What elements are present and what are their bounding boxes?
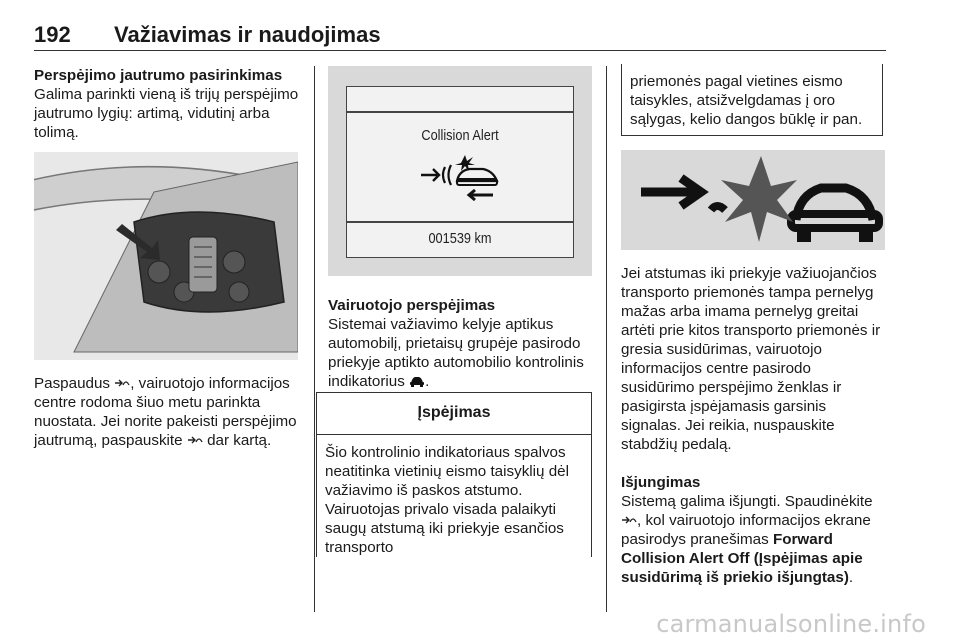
column-3-text (621, 264, 887, 587)
switch-off-message: Forward Collision Alert Off (Įspėjimas apie susidūrimą iš priekio išjungtas) (621, 531, 863, 586)
warning-body: Šio kontrolinio indikatoriaus spalvos neatitinka vietinių eismo taisyklių dėl važiavimo iš paskos atstumo. Vairuotojas privalo visada palaikyti saugų atstumą iki priekyje esančios transporto (325, 444, 569, 556)
column-divider-2 (606, 66, 607, 612)
instr-mid: , vairuotojo informacijos centre rodoma šiuo metu parinkta nuostata. Jei norite pakeisti perspėjimo jautrumą, paspauskite (34, 375, 297, 449)
collision-illustration (621, 150, 885, 250)
column-divider-1 (314, 66, 315, 612)
collision-alert-icon (417, 153, 507, 203)
instr-end: dar kartą. (207, 432, 272, 449)
display-top-bar (347, 111, 573, 113)
column-1-lower (34, 374, 300, 450)
driver-alert-body: Sistemai važiavimo kelyje aptikus automobilį, prietaisų grupėje pasirodo priekyje aptikto automobilio kontrolinis indikatorius . (328, 316, 584, 390)
warning-box-continued (621, 64, 883, 136)
switch-off-body (621, 492, 887, 587)
switch-off-end: . (848, 569, 854, 586)
collision-alert-button-icon (187, 434, 203, 446)
display-screen (346, 86, 574, 258)
warning-continued-text: priemonės pagal vietines eismo taisykles, atsižvelgdamas į oro sąlygas, kelio dangos būklę ir pan. (630, 73, 863, 128)
driver-alert-heading: Vairuotojo perspėjimas (328, 297, 496, 314)
sensitivity-intro: Galima parinkti vieną iš trijų perspėjimo jautrumo lygių: artimą, vidutinį arba tolimą. (34, 86, 299, 141)
sensitivity-instructions (34, 374, 300, 450)
collision-alert-display-image (328, 66, 592, 276)
warning-title: Įspėjimas (317, 393, 591, 435)
warning-box (316, 392, 592, 557)
switch-off-text-a: Sistemą galima išjungti. Spaudinėkite (621, 493, 873, 510)
sensitivity-heading: Perspėjimo jautrumo pasirinkimas (34, 67, 283, 84)
chapter-title: Važiavimas ir naudojimas (114, 22, 381, 47)
collision-alert-button-icon (621, 514, 637, 526)
vehicle-ahead-indicator-icon (409, 375, 425, 387)
column-1 (34, 66, 300, 142)
display-bottom-bar (347, 221, 573, 223)
odometer-reading: 001539 km (428, 230, 492, 247)
driver-alert-text: Sistemai važiavimo kelyje aptikus automobilį, prietaisų grupėje pasirodo priekyje aptikto automobilio kontrolinis indikatorius (328, 316, 584, 390)
display-title: Collision Alert (421, 127, 499, 144)
column-2-text (328, 296, 594, 391)
switch-off-heading: Išjungimas (621, 474, 701, 491)
steering-wheel-image (34, 152, 298, 360)
collision-warning-icon (621, 150, 885, 250)
page-number: 192 (34, 22, 71, 47)
distance-warning-text: Jei atstumas iki priekyje važiuojančios transporto priemonės tampa pernelyg mažas arba imama pernelyg greitai artėti prie kitos transporto priemonės ir gresia susidūrimas, vairuotojo informacijos centre pasirodo susidūrimo perspėjimo ženklas ir pasigirsta įspėjamasis garsinis signalas. Jei reikia, nuspauskite stabdžių pedalą. (621, 265, 881, 453)
instr-start: Paspaudus (34, 375, 110, 392)
switch-off-text-b: , kol vairuotojo informacijos ekrane pasirodys pranešimas (621, 512, 871, 548)
steering-wheel-illustration (34, 152, 298, 360)
watermark: carmanualsonline.info (656, 610, 926, 638)
collision-alert-button-icon (114, 377, 130, 389)
page-header (34, 22, 886, 51)
